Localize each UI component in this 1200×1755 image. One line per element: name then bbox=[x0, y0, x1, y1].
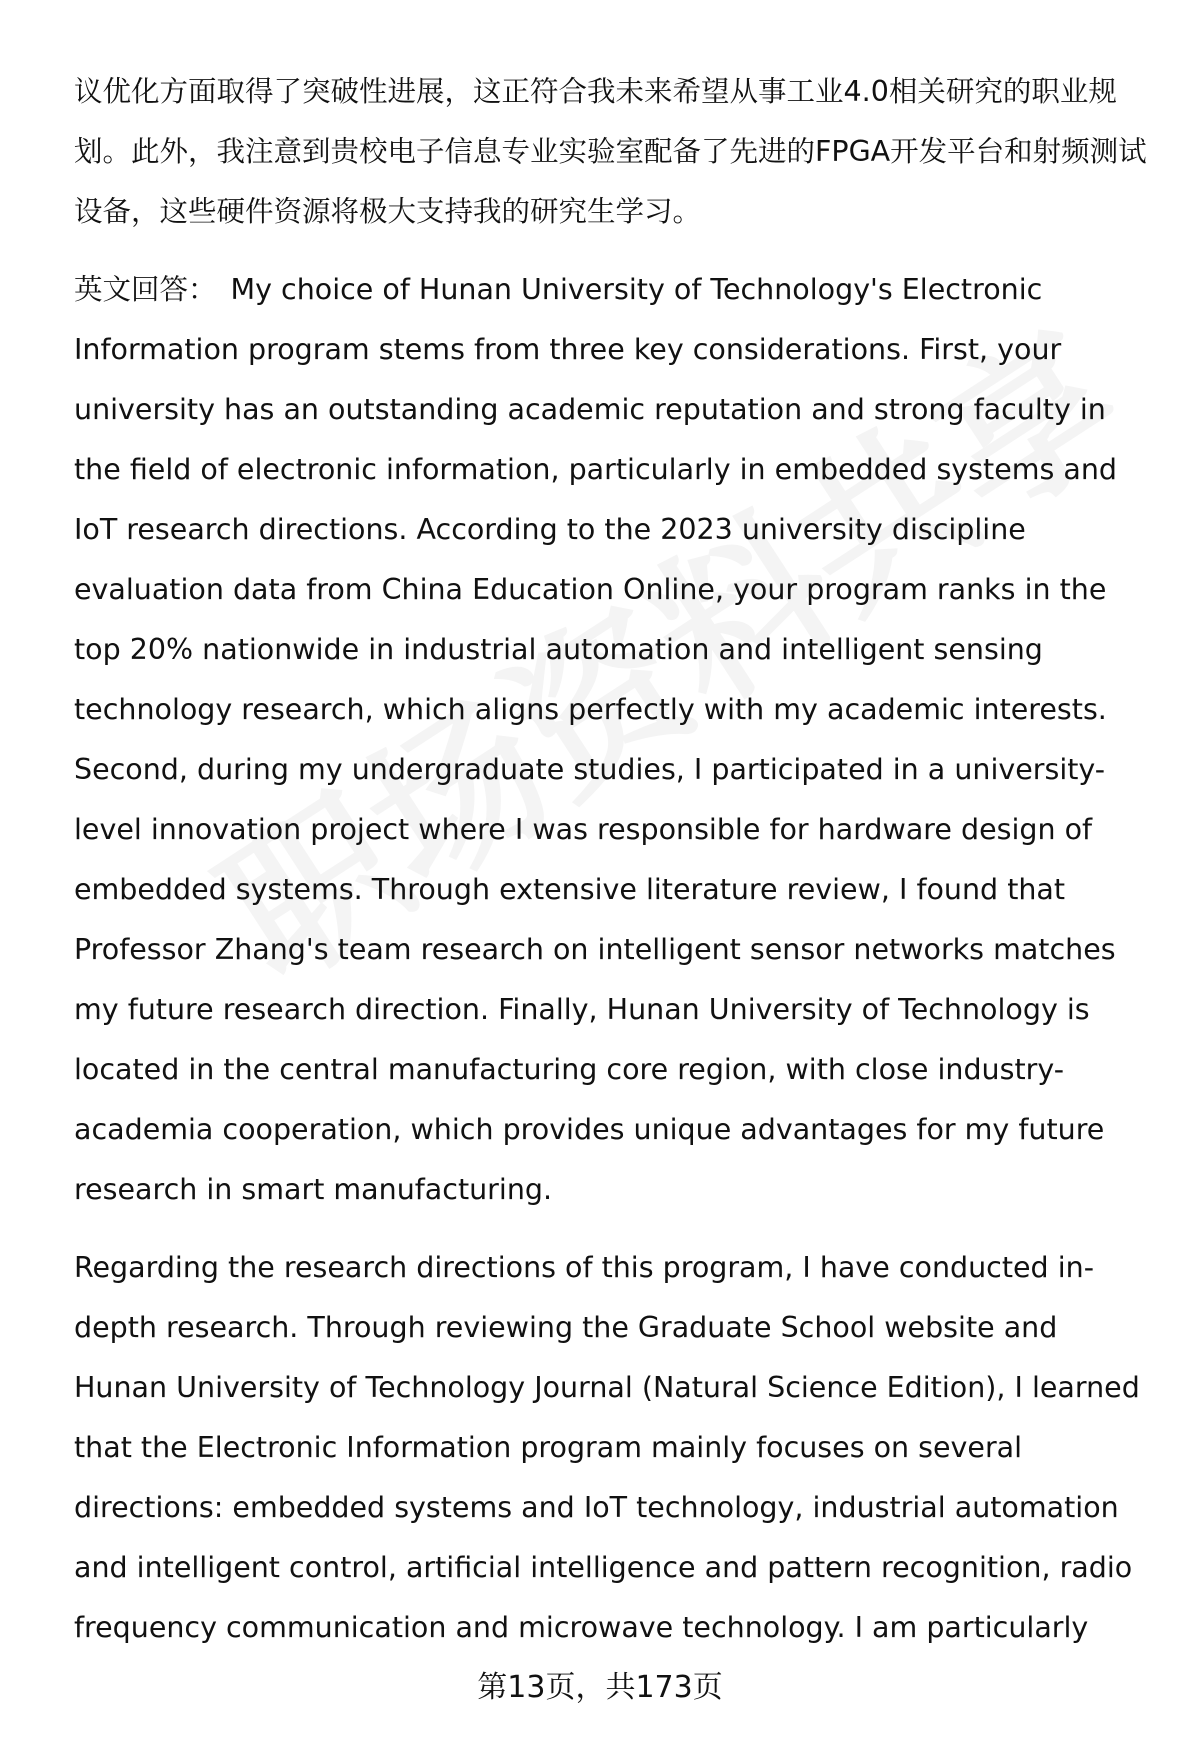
paragraph-research-directions: Regarding the research directions of this program, I have conducted in-depth research. Through reviewing the Graduate School website and Hunan University of Technology Journal (Natural Science Edition), I learned that the Electronic Information program mainly focuses on several directions: embedded systems and IoT technology, industrial automation and intelligent control, artificial intelligence and pattern recognition, radio frequency communication and microwave technology. I am particularly bbox=[74, 1251, 1140, 1644]
page-number-footer: 第13页，共173页 bbox=[477, 1670, 723, 1705]
paragraph-english-answer bbox=[74, 260, 1154, 1220]
paragraph-chinese-continuation: 议优化方面取得了突破性进展，这正符合我未来希望从事工业4.0相关研究的职业规划。此外，我注意到贵校电子信息专业实验室配备了先进的FPGA开发平台和射频测试设备，这些硬件资源将极大支持我的研究生学习。 bbox=[74, 75, 1147, 228]
english-answer-text: My choice of Hunan University of Technology's Electronic Information program stems from three key considerations. First, your university has an outstanding academic reputation and strong faculty in the field of electronic information, particularly in embedded systems and IoT research directions. According to the 2023 university discipline evaluation data from China Education Online, your program ranks in the top 20% nationwide in industrial automation and intelligent sensing technology research, which aligns perfectly with my academic interests. Second, during my undergraduate studies, I participated in a university-level innovation project where I was responsible for hardware design of embedded systems. Through extensive literature review, I found that Professor Zhang's team research on intelligent sensor networks matches my future research direction. Finally, Hunan University of Technology is located in the central manufacturing core region, with close industry-academia cooperation, which provides unique advantages for my future research in smart manufacturing. bbox=[74, 273, 1118, 1206]
document-body bbox=[74, 62, 1154, 1658]
english-answer-label: 英文回答： bbox=[74, 273, 217, 306]
